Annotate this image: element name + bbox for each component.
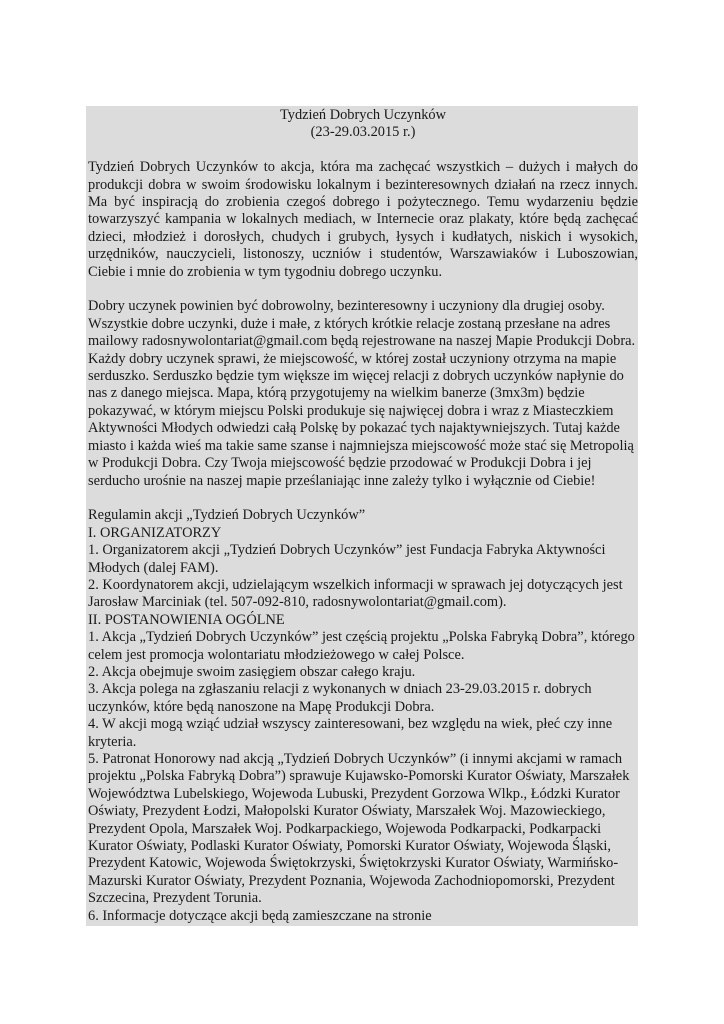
section-general-heading: II. POSTANOWIENIA OGÓLNE xyxy=(88,611,285,628)
general-item-2: 2. Akcja obejmuje swoim zasięgiem obszar całego kraju. xyxy=(88,663,416,680)
document-title xyxy=(88,107,638,142)
general-item-4: 4. W akcji mogą wziąć udział wszyscy zainteresowani, bez względu na wiek, płeć czy inne kryteria. xyxy=(88,716,613,750)
general-item-5: 5. Patronat Honorowy nad akcją „Tydzień Dobrych Uczynków” (i innymi akcjami w ramach projektu „Polska Fabryką Dobra”) sprawuje Kujawsko-Pomorski Kurator Oświaty, Marszałek Województwa Lubelskiego, Wojewoda Lubuski, Prezydent Gorzowa Wlkp., Łódzki Kurator Oświaty, Prezydent Łodzi, Małopolski Kurator Oświaty, Marszałek Woj. Mazowieckiego, Prezydent Opola, Marszałek Woj. Podkarpackiego, Wojewoda Podkarpacki, Podkarpacki Kurator Oświaty, Podlaski Kurator Oświaty, Pomorski Kurator Oświaty, Wojewoda Śląski, Prezydent Katowic, Wojewoda Świętokrzyski, Świętokrzyski Kurator Oświaty, Warmińsko-Mazurski Kurator Oświaty, Prezydent Poznania, Wojewoda Zachodniopomorski, Prezydent Szczecina, Prezydent Torunia. xyxy=(88,750,630,907)
section-organizers-heading: I. ORGANIZATORZY xyxy=(88,524,222,541)
general-item-6: 6. Informacje dotyczące akcji będą zamieszczane na stronie xyxy=(88,907,432,924)
second-paragraph: Dobry uczynek powinien być dobrowolny, bezinteresowny i uczyniony dla drugiej osoby. Wszystkie dobre uczynki, duże i małe, z których krótkie relacje zostaną przesłane na adres mailowy radosnywolontariat@gmail.com będą rejestrowane na naszej Mapie Produkcji Dobra. Każdy dobry uczynek sprawi, że miejscowość, w której został uczyniony otrzyma na mapie serduszko. Serduszko będzie tym większe im więcej relacji z dobrych uczynków napłynie do nas z danego miejsca. Mapa, którą przygotujemy na wielkim banerze (3mx3m) będzie pokazywać, w którym miejscu Polski produkuje się najwięcej dobra i wraz z Miasteczkiem Aktywności Młodych odwiedzi całą Polskę by pokazać tych najaktywniejszych. Tutaj każde miasto i każda wieś ma takie same szanse i najmniejsza miejscowość może stać się Metropolią w Produkcji Dobra. Czy Twoja miejscowość będzie przodować w Produkcji Dobra i jej serducho urośnie na naszej mapie prześlaniając inne zależy tylko i wyłącznie od Ciebie! xyxy=(88,298,636,489)
title-dates: (23-29.03.2015 r.) xyxy=(310,124,416,141)
regulations-section xyxy=(88,507,638,925)
organizers-item-2: 2. Koordynatorem akcji, udzielającym wszelkich informacji w sprawach jej dotyczących jest Jarosław Marciniak (tel. 507-092-810, radosnywolontariat@gmail.com). xyxy=(88,576,623,611)
general-item-3: 3. Akcja polega na zgłaszaniu relacji z wykonanych w dniach 23-29.03.2015 r. dobrych uczynków, które będą nanoszone na Mapę Produkcji Dobra. xyxy=(88,681,592,715)
regulations-heading: Regulamin akcji „Tydzień Dobrych Uczynków” xyxy=(88,507,366,524)
title-text: Tydzień Dobrych Uczynków xyxy=(279,107,447,123)
document-text-block xyxy=(86,106,638,926)
intro-paragraph: Tydzień Dobrych Uczynków to akcja, która ma zachęcać wszystkich – dużych i małych do produkcji dobra w swoim środowisku lokalnym i bezinteresownych działań na rzecz innych. Ma być inspiracją do zrobienia czegoś dobrego i pożytecznego. Temu wydarzeniu będzie towarzyszyć kampania w lokalnych mediach, w Internecie oraz plakaty, które będą zachęcać dzieci, młodzież i dorosłych, chudych i grubych, łysych i kudłatych, niskich i wysokich, urzędników, nauczycieli, listonoszy, uczniów i studentów, Warszawiaków i Luboszowian, Ciebie i mnie do zrobienia w tym tygodniu dobrego uczynku. xyxy=(88,159,638,280)
organizers-item-1: 1. Organizatorem akcji „Tydzień Dobrych Uczynków” jest Fundacja Fabryka Aktywności Młodych (dalej FAM). xyxy=(88,542,606,576)
general-item-1: 1. Akcja „Tydzień Dobrych Uczynków” jest częścią projektu „Polska Fabryką Dobra”, którego celem jest promocja wolontariatu młodzieżowego w całej Polsce. xyxy=(88,629,635,663)
